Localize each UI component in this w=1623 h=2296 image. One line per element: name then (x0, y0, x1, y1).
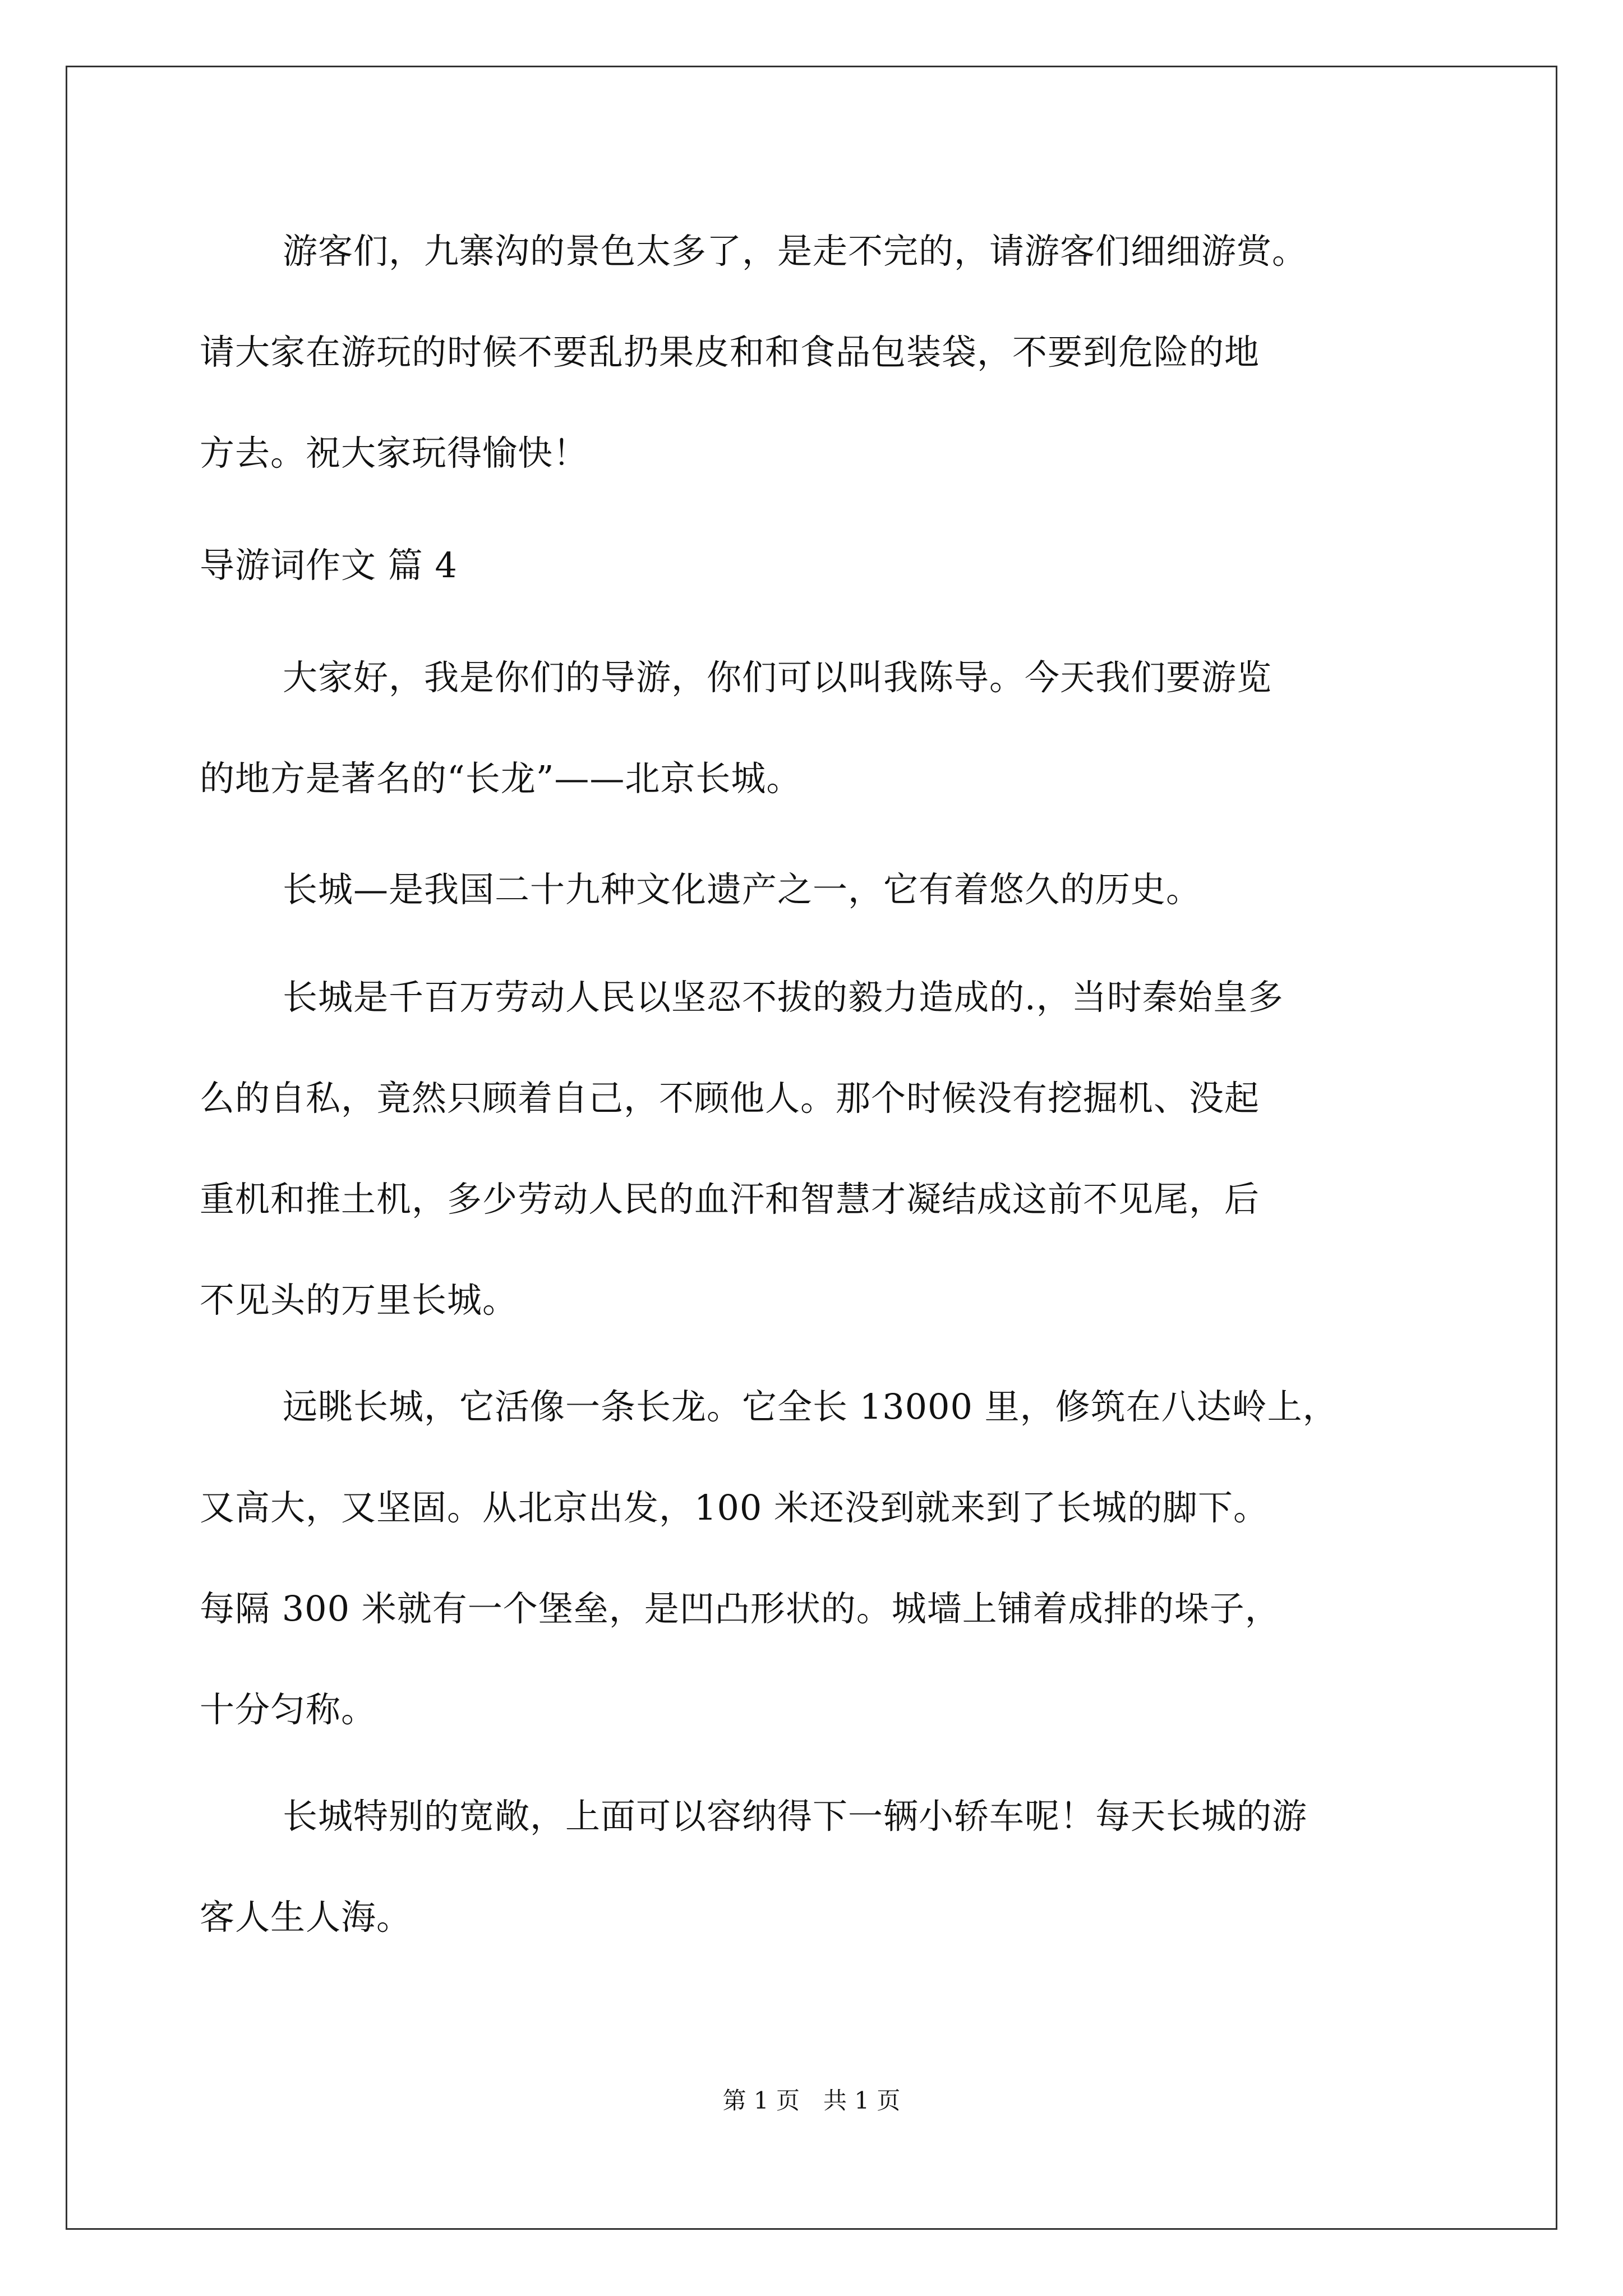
paragraph-line: 么的自私，竟然只顾着自己，不顾他人。那个时候没有挖掘机、没起 (200, 1078, 1260, 1119)
paragraph-line: 不见头的万里长城。 (200, 1280, 518, 1320)
paragraph-line: 请大家在游玩的时候不要乱扔果皮和和食品包装袋，不要到危险的地 (200, 332, 1260, 372)
paragraph-line: 长城是千百万劳动人民以坚忍不拔的毅力造成的.，当时秦始皇多 (283, 977, 1284, 1018)
paragraph-line: 大家好，我是你们的导游，你们可以叫我陈导。今天我们要游览 (283, 657, 1272, 698)
paragraph-line: 十分匀称。 (200, 1689, 377, 1730)
paragraph-line: 长城特别的宽敞，上面可以容纳得下一辆小轿车呢！每天长城的游 (283, 1796, 1308, 1837)
paragraph-line: 每隔 300 米就有一个堡垒，是凹凸形状的。城墙上铺着成排的垛子， (200, 1588, 1280, 1629)
paragraph-line: 远眺长城，它活像一条长龙。它全长 13000 里，修筑在八达岭上， (283, 1386, 1338, 1427)
paragraph-line: 长城—是我国二十九种文化遗产之一，它有着悠久的历史。 (283, 869, 1202, 910)
paragraph-line: 又高大，又坚固。从北京出发，100 米还没到就来到了长城的脚下。 (200, 1487, 1269, 1528)
paragraph-line: 的地方是著名的“长龙”——北京长城。 (200, 758, 802, 799)
paragraph-line: 游客们，九寨沟的景色太多了，是走不完的，请游客们细细游赏。 (283, 231, 1308, 272)
section-heading: 导游词作文 篇 4 (200, 545, 458, 586)
paragraph-line: 客人生人海。 (200, 1897, 412, 1938)
page-number-footer: 第 1 页 共 1 页 (722, 2087, 901, 2114)
paragraph-line: 重机和推土机，多少劳动人民的血汗和智慧才凝结成这前不见尾，后 (200, 1179, 1260, 1220)
paragraph-line: 方去。祝大家玩得愉快！ (200, 432, 589, 473)
